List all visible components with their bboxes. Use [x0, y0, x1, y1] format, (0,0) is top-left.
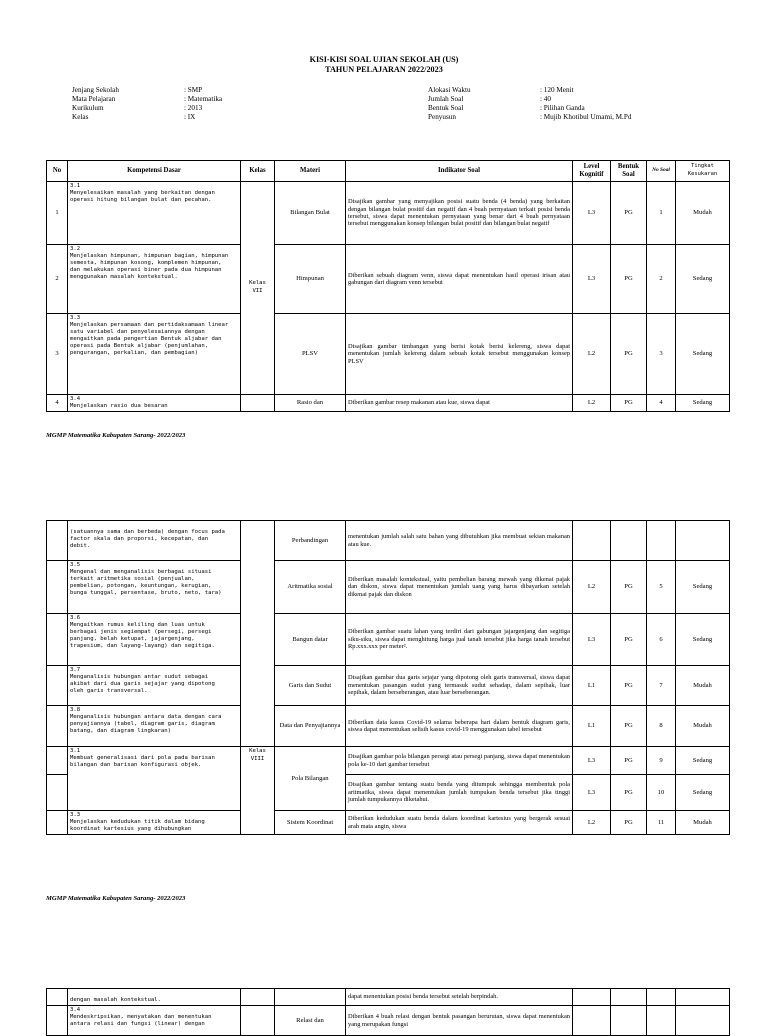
no-soal-cell: 6 — [647, 614, 676, 666]
empty-cell — [573, 989, 611, 1006]
header-level: Level Kognitif — [573, 161, 611, 182]
kd-text: Membuat generalisasi dari pola pada barisan bilangan dan barisan konfigurasi objek. — [70, 755, 215, 768]
level-cell: L3 — [573, 614, 611, 666]
tingkat-cell: Sedang — [676, 395, 730, 412]
tingkat-cell: Sedang — [676, 245, 730, 314]
indikator-cell: Diberikan gambar suatu lahan yang terdiri dari gabungan jajargenjang dan segitiga siku-siku, siswa dapat menghitung harga jual tanah tersebut jika harga tanah tersebut Rp.xxx.xxx per meter². — [346, 614, 573, 666]
no-soal-cell: 5 — [647, 561, 676, 614]
indikator-cell: Diberikan gambar resep makanan atau kue, siswa dapat — [346, 395, 573, 412]
info-label: Penyusun — [428, 113, 456, 121]
kompetensi-dasar-cell — [68, 245, 241, 314]
document-title: KISI-KISI SOAL UJIAN SEKOLAH (US) — [309, 55, 459, 64]
materi-cell: Pola Bilangan — [275, 747, 346, 811]
level-cell: L3 — [573, 182, 611, 245]
header-indikator: Indikator Soal — [346, 161, 573, 182]
table-row — [47, 747, 730, 775]
kompetensi-dasar-cell — [68, 561, 241, 614]
kd-text: Mendeskripsikan, menyatakan dan menentukan antara relasi dan fungsi (linear) dengan — [70, 1014, 212, 1027]
info-value: : 40 — [540, 95, 551, 103]
header-tingkat: Tingkat Kesukaran — [676, 161, 730, 182]
kd-number: 3.2 — [70, 246, 81, 252]
row-number: 2 — [47, 245, 68, 314]
kd-text: Menjelaskan himpunan, himpunan bagian, himpunan semesta, himpunan kosong, komplemen himpunan, dan melakukan operasi biner pada dua himpunan menggunakan masalah kontekstual. — [70, 253, 229, 280]
kompetensi-dasar-cell — [68, 989, 241, 1006]
table-row — [47, 395, 730, 412]
kelas-cell: Kelas VII — [241, 182, 275, 395]
indikator-cell: Diberikan masalah kontekstual, yaitu pembelian barang mewah yang dikenai pajak dan diskon, siswa dapat menentukan jumlah uang yang harus dibayarkan setelah dikenai pajak dan diskon — [346, 561, 573, 614]
materi-cell: Sistem Koordinat — [275, 811, 346, 835]
level-cell: L2 — [573, 314, 611, 395]
indikator-cell: Diberikan 4 buah relasi dengan bentuk pasangan berurutan, siswa dapat menentukan yang merupakan fungsi — [346, 1006, 573, 1036]
no-soal-cell: 11 — [647, 811, 676, 835]
no-soal-cell: 1 — [647, 182, 676, 245]
kd-text: Menganalisis hubungan antar sudut sebagai akibat dari dua garis sejajar yang dipotong oleh garis transversal. — [70, 674, 215, 694]
kd-number: 3.6 — [70, 615, 81, 621]
empty-cell — [676, 989, 730, 1006]
table-row — [47, 811, 730, 835]
info-row — [72, 86, 222, 95]
kompetensi-dasar-cell — [68, 666, 241, 706]
materi-cell: Himpunan — [275, 245, 346, 314]
indikator-cell: Disajikan gambar pola bilangan persegi atau persegi panjang, siswa dapat menentukan pola ke-10 dari gambar tersebut — [346, 747, 573, 775]
tingkat-cell: Sedang — [676, 314, 730, 395]
materi-cell: Data dan Penyajiannya — [275, 706, 346, 747]
indikator-cell: Disajikan gambar yang menyajikan posisi suatu benda (4 benda) yang berkaitan dengan bilangan bulat positif dan negatif dan 4 buah pernyataan terkait posisi benda tersebut, siswa dapat menentukan pernyataan yang benar dari 4 buah pernyataan tersebut menggunakan konsep bilangan bulat positif dan bilangan bulat negatif — [346, 182, 573, 245]
info-right — [428, 86, 631, 122]
tingkat-cell: Sedang — [676, 747, 730, 775]
info-row — [428, 113, 631, 122]
kompetensi-dasar-cell — [68, 521, 241, 561]
info-row — [428, 86, 631, 95]
level-cell: L1 — [573, 666, 611, 706]
table-row — [47, 182, 730, 245]
row-number — [47, 1006, 68, 1036]
header-no-soal: No Soal — [647, 161, 676, 182]
bentuk-cell: PG — [611, 561, 647, 614]
bentuk-cell: PG — [611, 811, 647, 835]
level-cell: L1 — [573, 706, 611, 747]
table-row — [47, 561, 730, 614]
row-number: 1 — [47, 182, 68, 245]
empty-cell — [647, 1006, 676, 1036]
kd-text: Menjelaskan rasio dua besaran — [70, 403, 168, 409]
level-cell: L2 — [573, 811, 611, 835]
info-value: : 2013 — [184, 104, 203, 112]
empty-cell — [676, 1006, 730, 1036]
kd-text: Menyelesaikan masalah yang berkaitan dengan operasi hitung bilangan bulat dan pecahan. — [70, 190, 215, 203]
kd-number: 3.3 — [70, 812, 81, 818]
bentuk-cell: PG — [611, 182, 647, 245]
materi-cell: Garis dan Sudut — [275, 666, 346, 706]
kelas-cell: Kelas VIII — [241, 747, 275, 835]
row-number — [47, 989, 68, 1006]
info-value: : IX — [184, 113, 196, 121]
kd-text: Menjelaskan persamaan dan pertidaksamaan linear satu variabel dan penyelesaiannya dengan mengaitkan pada pengertian Bentuk aljabar dan operasi pada Bentuk aljabar (penjumlahan, pengurangan, perkalian, dan pembagian) — [70, 322, 229, 356]
empty-cell — [647, 989, 676, 1006]
kelas-cell — [241, 1006, 275, 1036]
level-cell: L3 — [573, 245, 611, 314]
kd-number: 3.1 — [70, 183, 81, 189]
no-soal-cell: 2 — [647, 245, 676, 314]
tingkat-cell: Mudah — [676, 811, 730, 835]
row-number — [47, 775, 68, 811]
no-soal-cell: 10 — [647, 775, 676, 811]
bentuk-cell: PG — [611, 747, 647, 775]
kompetensi-dasar-cell — [68, 182, 241, 245]
level-cell: L3 — [573, 775, 611, 811]
info-value: : Matematika — [184, 95, 223, 103]
row-number — [47, 561, 68, 614]
tingkat-cell: Mudah — [676, 666, 730, 706]
materi-cell: Perbandingan — [275, 521, 346, 561]
tingkat-cell: Mudah — [676, 706, 730, 747]
bentuk-cell: PG — [611, 666, 647, 706]
empty-cell — [611, 989, 647, 1006]
tingkat-cell: Sedang — [676, 775, 730, 811]
info-label: Jumlah Soal — [428, 95, 464, 103]
indikator-cell: Disajikan gambar dua garis sejajar yang dipotong oleh garis transversal, siswa dapat menentukan pasangan sudut yang termasuk sudut sehadap, dalam sepihak, luar sepihak, dalam berseberangan, atau luar berseberangan. — [346, 666, 573, 706]
info-label: Alokasi Waktu — [428, 86, 471, 94]
info-label: Kelas — [72, 113, 89, 121]
table-row — [47, 666, 730, 706]
materi-cell — [275, 989, 346, 1006]
indikator-cell: Diberikan sebuah diagram venn, siswa dapat menentukan hasil operasi irisan atau gabungan dari diagram venn tersebut — [346, 245, 573, 314]
info-row — [428, 95, 631, 104]
row-number — [47, 811, 68, 835]
kompetensi-dasar-cell — [68, 314, 241, 395]
kd-text: Mengenal dan menganalisis berbagai situasi terkait aritmetika sosial (penjualan, pembelian, potongan, keuntungan, kerugian, bunga tunggal, persentase, bruto, neto, tara) — [70, 569, 222, 596]
materi-cell: Bilangan Bulat — [275, 182, 346, 245]
kelas-cell — [241, 395, 275, 412]
kelas-cell — [241, 521, 275, 747]
kd-text: Menjelaskan kedudukan titik dalam bidang koordinat kartesius yang dihubungkan — [70, 819, 205, 832]
kd-number: 3.7 — [70, 667, 81, 673]
kd-number: 3.3 — [70, 315, 81, 321]
kompetensi-dasar-cell — [68, 706, 241, 747]
kompetensi-dasar-cell — [68, 811, 241, 835]
kd-number: 3.5 — [70, 562, 81, 568]
no-soal-cell: 9 — [647, 747, 676, 775]
kompetensi-dasar-cell — [68, 395, 241, 412]
kisi-kisi-table-page1 — [46, 160, 730, 412]
level-cell — [573, 521, 611, 561]
indikator-cell: Disajikan gambar tentang suatu benda yang ditumpuk sehingga membentuk pola aritmatika, siswa dapat menentukan jumlah tumpukan benda tersebut jika tinggi jumlah tumpukannya diketahui. — [346, 775, 573, 811]
header-no: No — [47, 161, 68, 182]
bentuk-cell: PG — [611, 395, 647, 412]
no-soal-cell: 4 — [647, 395, 676, 412]
row-number — [47, 521, 68, 561]
info-value: : 120 Menit — [540, 86, 574, 94]
row-number — [47, 747, 68, 775]
info-row — [72, 113, 222, 122]
tingkat-cell — [676, 521, 730, 561]
info-row — [428, 104, 631, 113]
info-label: Mata Pelajaran — [72, 95, 116, 103]
info-label: Jenjang Sekolah — [72, 86, 119, 94]
kd-number: 3.4 — [70, 1007, 81, 1013]
level-cell: L3 — [573, 747, 611, 775]
level-cell: L2 — [573, 561, 611, 614]
info-left — [72, 86, 222, 122]
info-value: : Pilihan Ganda — [540, 104, 585, 112]
indikator-cell: menentukan jumlah salah satu bahan yang dibutuhkan jika membuat sekian makanan atau kue. — [346, 521, 573, 561]
no-soal-cell: 7 — [647, 666, 676, 706]
header-bentuk: Bentuk Soal — [611, 161, 647, 182]
header-kompetensi-dasar: Kompetensi Dasar — [68, 161, 241, 182]
header-materi: Materi — [275, 161, 346, 182]
kisi-kisi-table-page3 — [46, 988, 730, 1036]
kd-number: 3.8 — [70, 707, 81, 713]
kd-number: 3.4 — [70, 396, 81, 402]
table-row — [47, 706, 730, 747]
footer-page2: MGMP Matematika Kabupaten Sarang- 2022/2023 — [46, 895, 186, 902]
kisi-kisi-table-page2 — [46, 520, 730, 835]
no-soal-cell — [647, 521, 676, 561]
row-number — [47, 666, 68, 706]
materi-cell: Aritmatika sosial — [275, 561, 346, 614]
indikator-cell: Diberikan data kasus Covid-19 selama beberapa hari dalam bentuk diagram garis, siswa dapat menentukan selisih kasus covid-19 menggunakan tabel tersebut — [346, 706, 573, 747]
no-soal-cell: 8 — [647, 706, 676, 747]
bentuk-cell: PG — [611, 775, 647, 811]
table-row — [47, 1006, 730, 1036]
indikator-cell: dapat menentukan posisi benda tersebut setelah berpindah. — [346, 989, 573, 1006]
row-number — [47, 706, 68, 747]
info-label: Kurikulum — [72, 104, 104, 112]
no-soal-cell: 3 — [647, 314, 676, 395]
row-number: 3 — [47, 314, 68, 395]
bentuk-cell: PG — [611, 706, 647, 747]
kompetensi-dasar-cell — [68, 747, 241, 811]
info-row — [72, 104, 222, 113]
bentuk-cell: PG — [611, 614, 647, 666]
tingkat-cell: Mudah — [676, 182, 730, 245]
table-row — [47, 614, 730, 666]
materi-cell: Rasio dan — [275, 395, 346, 412]
kompetensi-dasar-cell — [68, 1006, 241, 1036]
materi-cell: Bangun datar — [275, 614, 346, 666]
materi-cell: Relasi dan — [275, 1006, 346, 1036]
kd-text: Mengaitkan rumus keliling dan luas untuk berbagai jenis segiempat (persegi, persegi panjang, belah ketupat, jajargenjang, trapesium, dan layang-layang) dan segitiga. — [70, 622, 215, 649]
tingkat-cell: Sedang — [676, 561, 730, 614]
info-value: : SMP — [184, 86, 203, 94]
materi-cell: PLSV — [275, 314, 346, 395]
empty-cell — [573, 1006, 611, 1036]
document-subtitle: TAHUN PELAJARAN 2022/2023 — [325, 65, 443, 74]
info-label: Bentuk Soal — [428, 104, 464, 112]
row-number — [47, 614, 68, 666]
bentuk-cell — [611, 521, 647, 561]
info-value: : Mujib Khotibul Umami, M.Pd — [540, 113, 632, 121]
kd-text: (satuannya sama dan berbeda) dengan focus pada factor skala dan proporsi, kecepatan, dan debit. — [70, 529, 225, 549]
kd-text: Menganalisis hubungan antara data dengan cara penyajiannya (tabel, diagram garis, diagram batang, dan diagram lingkaran) — [70, 714, 222, 734]
indikator-cell: Diberikan kedudukan suatu benda dalam koordinat kartesius yang bergerak sesuai arah mata angin, siswa — [346, 811, 573, 835]
table-row — [47, 989, 730, 1006]
kompetensi-dasar-cell — [68, 614, 241, 666]
tingkat-cell: Sedang — [676, 614, 730, 666]
header-kelas: Kelas — [241, 161, 275, 182]
table-row — [47, 521, 730, 561]
indikator-cell: Disajikan gambar timbangan yang berisi kotak berisi kelereng, siswa dapat menentukan jumlah kelereng dalam sebuah kotak tersebut menggunakan konsep PLSV — [346, 314, 573, 395]
row-number: 4 — [47, 395, 68, 412]
info-row — [72, 95, 222, 104]
kd-text: dengan masalah kontekstual. — [70, 997, 161, 1003]
kelas-cell — [241, 989, 275, 1006]
table-row — [47, 314, 730, 395]
kd-number: 3.1 — [70, 748, 81, 754]
bentuk-cell: PG — [611, 314, 647, 395]
empty-cell — [611, 1006, 647, 1036]
table-row — [47, 245, 730, 314]
level-cell: L2 — [573, 395, 611, 412]
footer-page1: MGMP Matematika Kabupaten Sarang- 2022/2023 — [46, 432, 186, 439]
bentuk-cell: PG — [611, 245, 647, 314]
